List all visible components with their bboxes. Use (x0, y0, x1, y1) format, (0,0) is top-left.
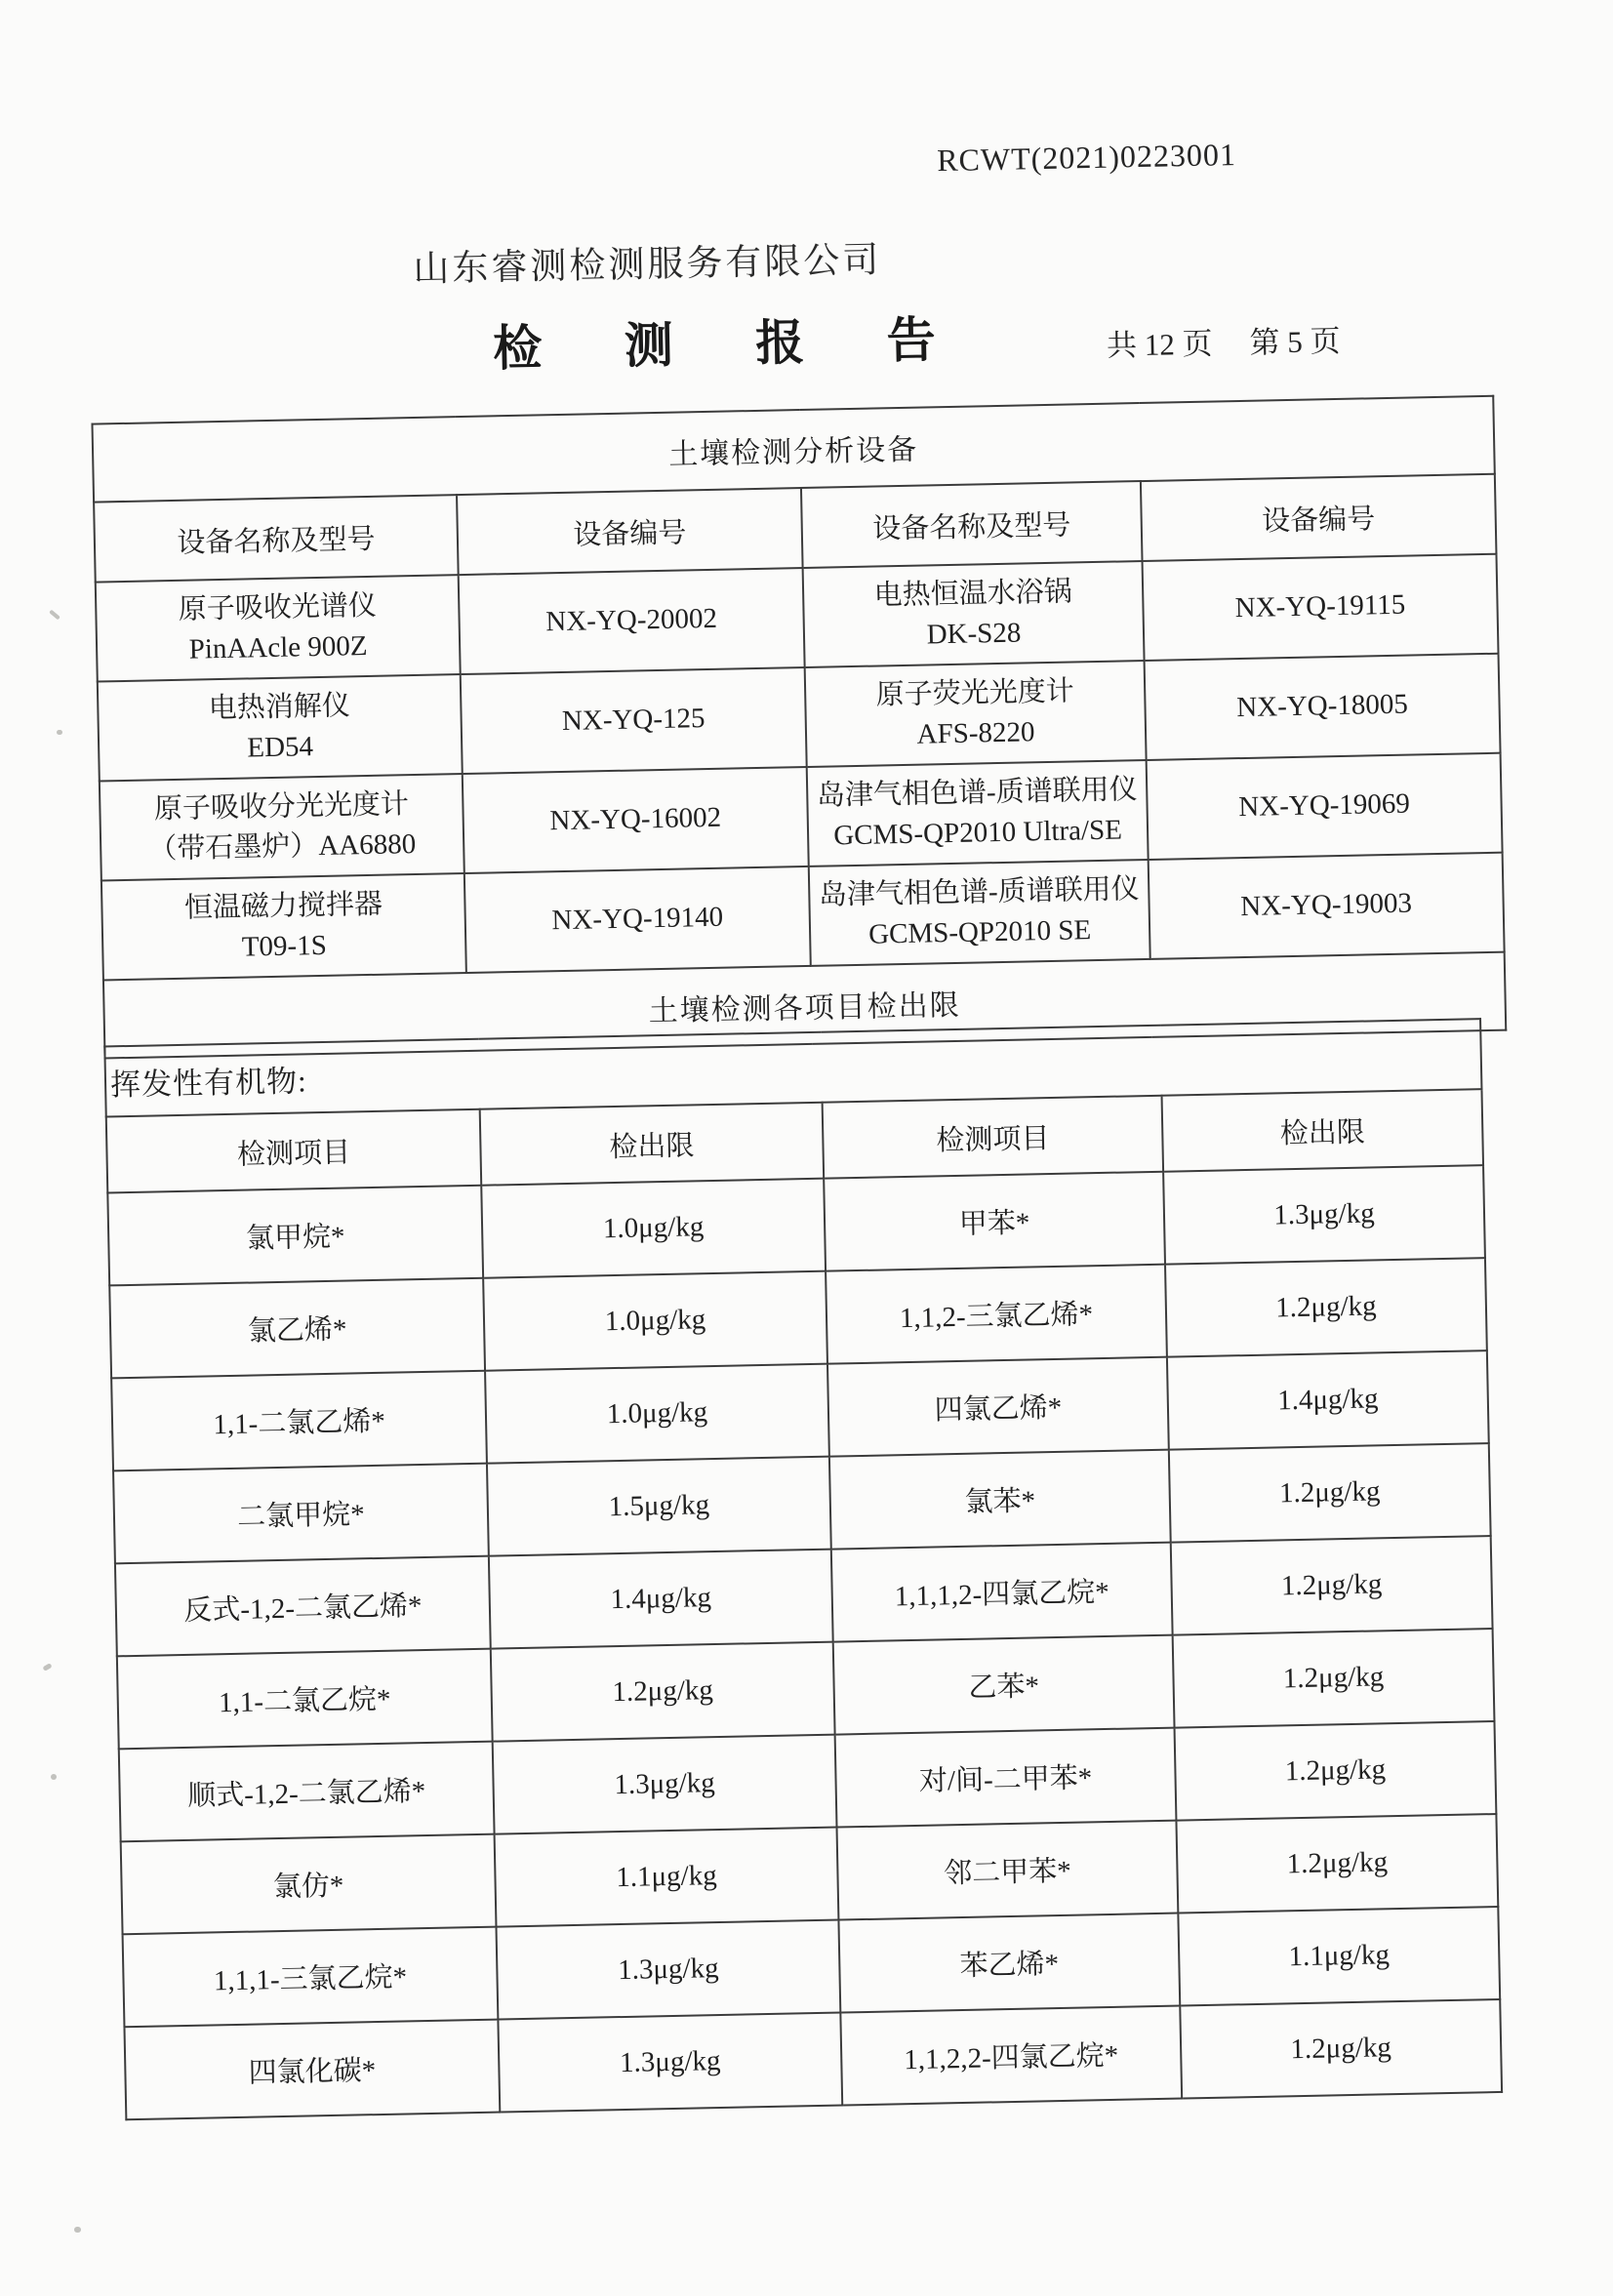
header-analyte-1: 检测项目 (106, 1109, 481, 1193)
analyte-cell: 氯苯* (829, 1450, 1171, 1550)
voc-detection-limit-table (103, 1018, 1503, 2120)
analyte-cell: 四氯化碳* (124, 2020, 500, 2120)
device-no-cell: NX-YQ-19003 (1149, 853, 1505, 959)
limit-cell: 1.3μg/kg (496, 1920, 840, 2020)
page-title: 检 测 报 告 (492, 311, 972, 377)
limit-cell: 1.2μg/kg (491, 1642, 835, 1742)
page-indicator (1107, 316, 1341, 365)
voc-section-label: 挥发性有机物: (104, 1019, 1481, 1116)
analyte-cell: 反式-1,2-二氯乙烯* (115, 1556, 491, 1657)
analyte-cell: 1,1-二氯乙烷* (117, 1649, 493, 1750)
analyte-cell: 氯仿* (121, 1834, 497, 1935)
header-analyte-2: 检测项目 (823, 1096, 1163, 1179)
limit-cell: 1.2μg/kg (1175, 1721, 1497, 1821)
device-no-cell: NX-YQ-125 (461, 667, 807, 774)
limit-cell: 1.2μg/kg (1180, 1999, 1502, 2099)
limit-cell: 1.2μg/kg (1171, 1536, 1493, 1635)
header-limit-1: 检出限 (480, 1103, 824, 1186)
limit-cell: 1.3μg/kg (1163, 1165, 1485, 1265)
limit-cell: 1.2μg/kg (1165, 1258, 1487, 1357)
analyte-cell: 苯乙烯* (838, 1913, 1180, 2013)
limit-cell: 1.1μg/kg (1178, 1907, 1500, 2006)
analyte-cell: 1,1,2,2-四氯乙烷* (840, 2006, 1182, 2106)
analyte-cell: 四氯乙烯* (827, 1357, 1169, 1457)
limit-cell: 1.2μg/kg (1173, 1629, 1495, 1728)
header-device-no-1: 设备编号 (457, 488, 803, 575)
analyte-cell: 1,1,1,2-四氯乙烷* (831, 1543, 1173, 1642)
device-no-cell: NX-YQ-18005 (1145, 654, 1501, 760)
header-device-name-1: 设备名称及型号 (94, 495, 459, 582)
analyte-cell: 1,1,1-三氯乙烷* (123, 1927, 499, 2028)
analyte-cell: 1,1,2-三氯乙烯* (826, 1265, 1167, 1364)
device-name-cell: 电热消解仪 ED54 (98, 674, 463, 781)
header-device-name-2: 设备名称及型号 (801, 481, 1143, 568)
device-no-cell: NX-YQ-20002 (459, 568, 805, 674)
device-name-cell: 恒温磁力搅拌器 T09-1S (101, 873, 466, 980)
device-no-cell: NX-YQ-19115 (1143, 554, 1499, 661)
limit-cell: 1.2μg/kg (1169, 1443, 1491, 1543)
analyte-cell: 氯乙烯* (109, 1278, 485, 1379)
analyte-cell: 二氯甲烷* (113, 1464, 489, 1564)
limit-cell: 1.3μg/kg (493, 1735, 837, 1834)
total-pages: 共 12 页 (1106, 326, 1213, 363)
equipment-table (91, 395, 1507, 1060)
device-name-cell: 岛津气相色谱-质谱联用仪 GCMS-QP2010 Ultra/SE (807, 760, 1149, 866)
limit-cell: 1.0μg/kg (483, 1271, 827, 1371)
header-device-no-2: 设备编号 (1141, 474, 1497, 561)
report-number: RCWT(2021)0223001 (936, 137, 1237, 179)
device-name-cell: 原子吸收光谱仪 PinAAcle 900Z (96, 575, 461, 681)
analyte-cell: 乙苯* (833, 1635, 1175, 1735)
analyte-cell: 甲苯* (824, 1172, 1165, 1271)
limit-cell: 1.4μg/kg (489, 1550, 833, 1649)
limit-cell: 1.0μg/kg (485, 1364, 829, 1464)
header-limit-2: 检出限 (1162, 1089, 1483, 1172)
current-page: 第 5 页 (1249, 323, 1341, 360)
device-name-cell: 原子吸收分光光度计 （带石墨炉）AA6880 (100, 774, 464, 880)
analyte-cell: 邻二甲苯* (837, 1821, 1179, 1920)
analyte-cell: 顺式-1,2-二氯乙烯* (119, 1742, 495, 1842)
device-name-cell: 电热恒温水浴锅 DK-S28 (803, 561, 1145, 667)
equipment-table-title: 土壤检测分析设备 (92, 396, 1494, 503)
scan-artifact (51, 1774, 57, 1780)
scan-artifact (74, 2227, 81, 2233)
limit-cell: 1.1μg/kg (495, 1828, 839, 1927)
detection-limit-section-title: 土壤检测各项目检出限 (103, 952, 1506, 1059)
company-name: 山东睿测检测服务有限公司 (412, 240, 882, 290)
device-name-cell: 岛津气相色谱-质谱联用仪 GCMS-QP2010 SE (809, 860, 1150, 966)
limit-cell: 1.4μg/kg (1167, 1350, 1489, 1450)
device-no-cell: NX-YQ-16002 (463, 767, 809, 873)
device-no-cell: NX-YQ-19069 (1147, 753, 1503, 860)
scan-artifact (57, 730, 62, 735)
device-name-cell: 原子荧光光度计 AFS-8220 (805, 661, 1147, 767)
limit-cell: 1.2μg/kg (1176, 1814, 1498, 1913)
analyte-cell: 氯甲烷* (107, 1186, 483, 1286)
limit-cell: 1.5μg/kg (487, 1457, 831, 1556)
limit-cell: 1.3μg/kg (498, 2013, 842, 2113)
limit-cell: 1.0μg/kg (481, 1179, 826, 1278)
device-no-cell: NX-YQ-19140 (464, 866, 811, 973)
analyte-cell: 对/间-二甲苯* (835, 1728, 1177, 1828)
analyte-cell: 1,1-二氯乙烯* (111, 1371, 487, 1471)
